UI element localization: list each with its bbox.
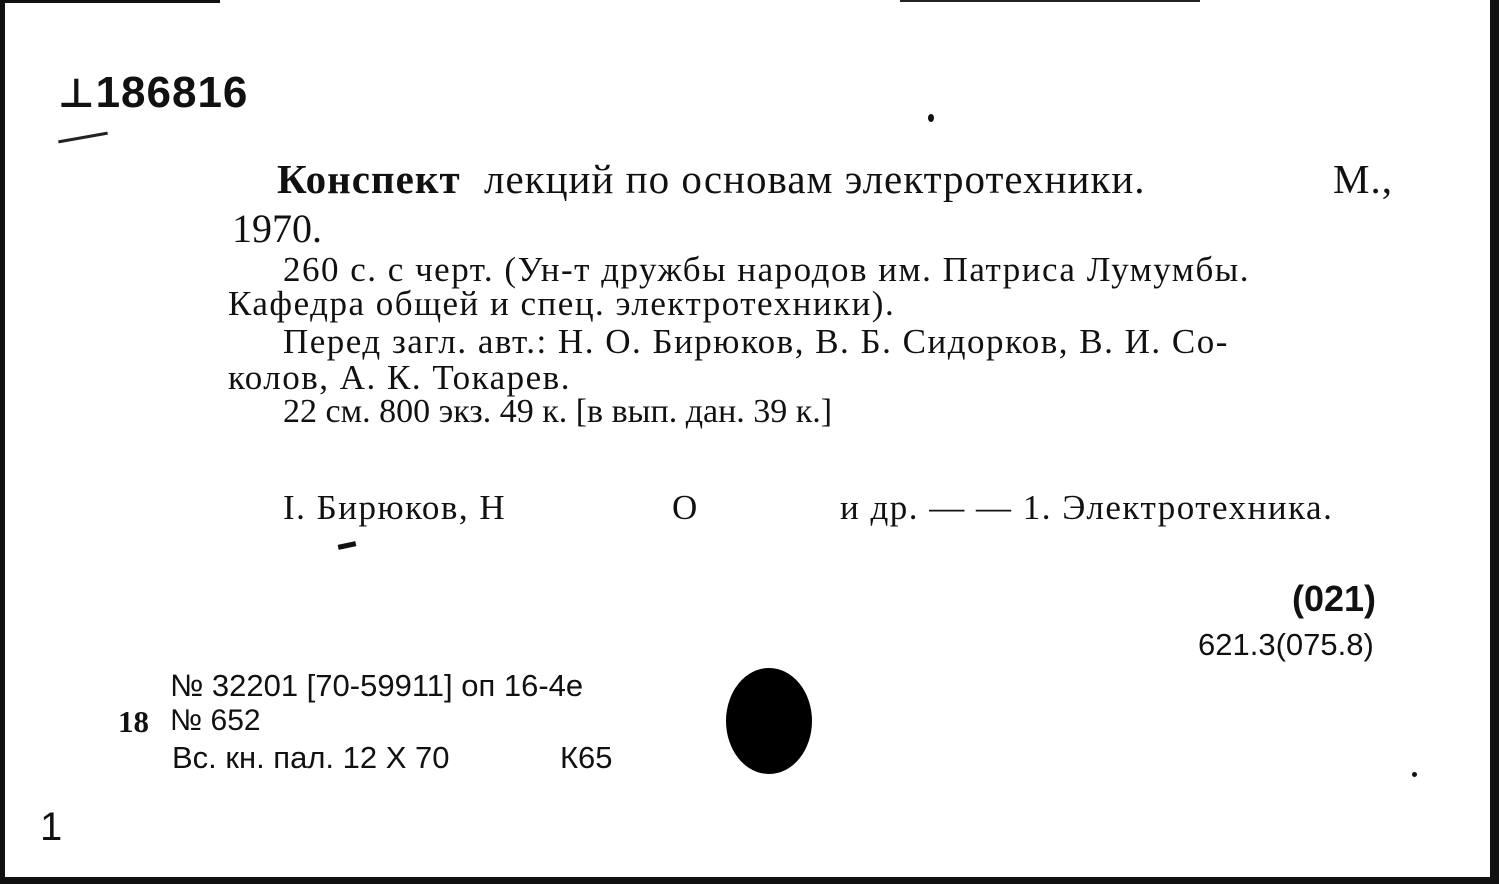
card-number-value: 186816 <box>95 68 249 117</box>
record-line-3: Вс. кн. пал. 12 X 70 <box>172 740 450 775</box>
collation-line-1: 260 с. с черт. (Ун-т дружбы народов им. Патриса Лумумбы. <box>283 250 1251 289</box>
title-year: 1970. <box>232 206 322 251</box>
tracing-added-entry: I. Бирюков, Н <box>283 488 507 527</box>
corner-mark: 1 <box>40 805 63 849</box>
collation-line-2: Кафедра общей и спец. электротехники). <box>228 284 896 323</box>
ink-speck <box>1412 772 1417 777</box>
card-number <box>58 68 248 118</box>
card-left-edge <box>0 0 5 884</box>
tracing-initial: О <box>672 488 699 527</box>
record-line-2: № 652 <box>170 704 261 737</box>
card-number-underline <box>58 132 108 144</box>
title-bold: Конспект <box>277 156 461 202</box>
authors-line-1: Перед загл. авт.: Н. О. Бирюков, В. Б. Сидорков, В. И. Со- <box>283 322 1229 361</box>
physical-description: 22 см. 800 экз. 49 к. [в вып. дан. 39 к.] <box>283 393 833 430</box>
ink-speck <box>928 114 934 122</box>
card-right-edge <box>1490 0 1499 884</box>
authors-line-2: колов, А. К. Токарев. <box>228 358 571 397</box>
card-top-edge-fragment <box>900 0 1200 2</box>
class-annotation: (021) <box>1292 578 1377 619</box>
punch-hole <box>726 668 812 774</box>
card-bottom-edge <box>0 877 1499 884</box>
class-number: 621.3(075.8) <box>1198 627 1374 662</box>
card-top-edge <box>0 0 220 3</box>
ink-mark <box>338 541 357 550</box>
record-line-2-prefix: 18 <box>118 704 149 739</box>
title-text: лекций по основам электротехники. <box>484 156 1146 202</box>
record-line-1: № 32201 [70-59911] оп 16-4е <box>170 668 584 703</box>
title-place: М., <box>1333 156 1393 202</box>
record-code: К65 <box>560 740 613 775</box>
tracing-subject: и др. — — 1. Электротехника. <box>840 488 1334 527</box>
card-number-mark: ⊥ <box>58 72 96 116</box>
